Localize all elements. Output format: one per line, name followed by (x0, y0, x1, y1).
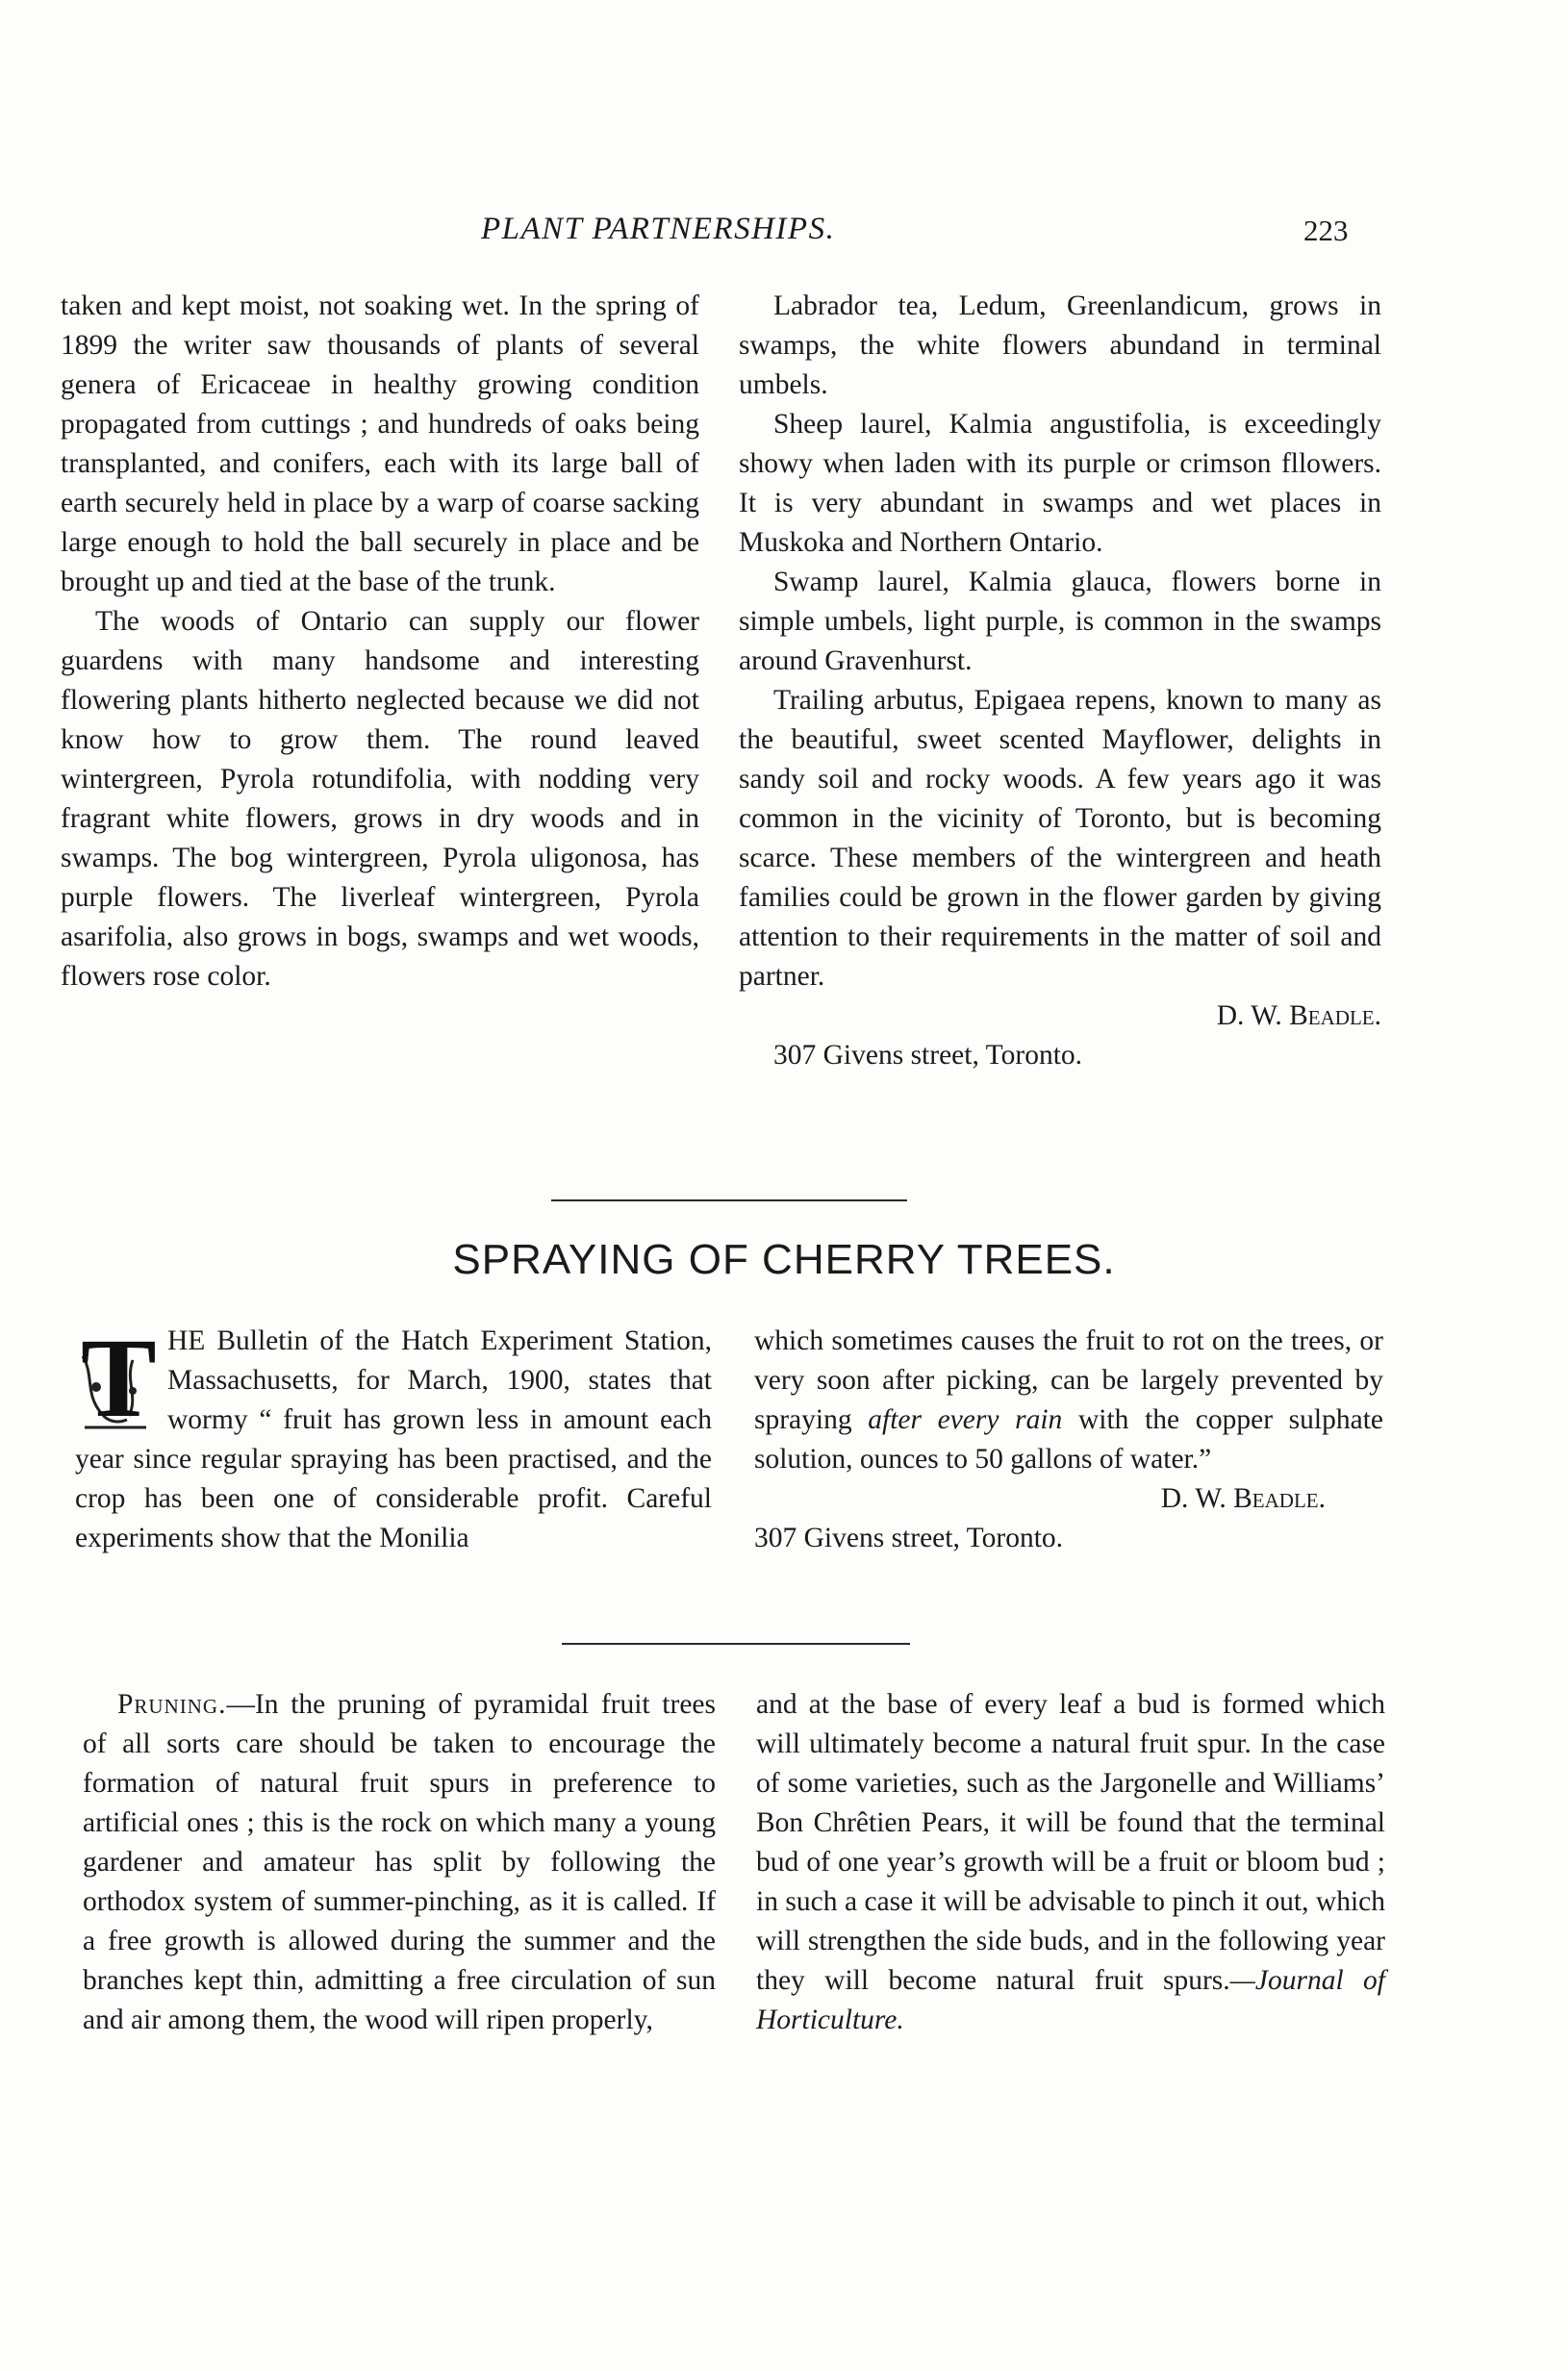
article2-text: which sometimes causes the fruit to rot on the trees, or very soon after picking, can be largely prevented by spraying (754, 1325, 1383, 1435)
article3-paragraph (756, 1685, 1385, 2040)
article3-paragraph (83, 1685, 716, 2040)
ornamental-dropcap (75, 1315, 157, 1441)
article2-signature (754, 1479, 1383, 1519)
article2-paragraph (754, 1322, 1383, 1479)
article1-paragraph: The woods of Ontario can supply our flower guardens with many handsome and interesting flowering plants hitherto neglected because we did not know how to grow them. The round leaved wintergreen, Pyrola rotundifolia, with nodding very fragrant white flowers, grows in dry woods and in swamps. The bog wintergreen, Pyrola uligonosa, has purple flowers. The liverleaf wintergreen, Pyrola asarifolia, also grows in bogs, swamps and wet woods, flowers rose color. (61, 606, 699, 992)
article1-paragraph: Swamp laurel, Kalmia glauca, flowers borne in simple umbels, light purple, is common in the swamps around Gravenhurst. (739, 567, 1381, 676)
section-divider (562, 1643, 910, 1645)
article3-left-column (83, 1685, 716, 2040)
article3-text: and at the base of every leaf a bud is formed which will ultimately become a natural fruit spur. In the case of some varieties, such as the Jargonelle and Williams’ Bon Chrêtien Pears, it will be found that the terminal bud of one year’s growth will be a fruit or bloom bud ; in such a case it will be advisable to pinch it out, which will strengthen the side buds, and in the following year they will become natural fruit spurs. (756, 1689, 1385, 1996)
article3-source: —Journal of Horticulture. (756, 1965, 1385, 2035)
article1-right-column (739, 287, 1381, 1075)
article1-left-column (61, 287, 699, 996)
article2-emphasis: after every rain (868, 1404, 1063, 1435)
article2-address: 307 Givens street, Toronto. (754, 1523, 1064, 1553)
article2-title: SPRAYING OF CHERRY TREES. (452, 1236, 1116, 1283)
article1-paragraph: Sheep laurel, Kalmia angustifolia, is exceedingly showy when laden with its purple or crimson fllowers. It is very abundant in swamps and wet places in Muskoka and Northern Ontario. (739, 409, 1381, 558)
page-number: 223 (1303, 214, 1349, 247)
article2-right-column (754, 1322, 1383, 1558)
article1-paragraph: Trailing arbutus, Epigaea repens, known to many as the beautiful, sweet scented Mayflower, delights in sandy soil and rocky woods. A few years ago it was common in the vicinity of Toronto, but is becoming scarce. These members of the wintergreen and heath families could be grown in the flower garden by giving attention to their requirements in the matter of soil and partner. (739, 685, 1381, 992)
article2-paragraph: HE Bulletin of the Hatch Experiment Station, Massachusetts, for March, 1900, states that wormy “ fruit has grown less in amount each year since regular spraying has been practised, and the crop has been one of considerable profit. Careful experiments show that the Monilia (75, 1325, 712, 1553)
article1-paragraph: taken and kept moist, not soaking wet. In the spring of 1899 the writer saw thousands of plants of several genera of Ericaceae in healthy growing condition propagated from cuttings ; and hundreds of oaks being transplanted, and conifers, each with its large ball of earth securely held in place by a warp of coarse sacking large enough to hold the ball securely in place and be brought up and tied at the base of the trunk. (61, 290, 699, 597)
article2-left-column (75, 1315, 712, 1558)
running-title: PLANT PARTNERSHIPS. (481, 212, 836, 246)
dropcap-letter: T (81, 1315, 157, 1441)
article3-right-column (756, 1685, 1385, 2040)
article1-paragraph: Labrador tea, Ledum, Greenlandicum, grows in swamps, the white flowers abundand in terminal umbels. (739, 290, 1381, 400)
article2-text: with the copper sulphate solution, ounces to 50 gallons of water.” (754, 1404, 1383, 1475)
pruning-lead: Pruning. (117, 1689, 227, 1720)
signature-text: D. W. Beadle. (1216, 1000, 1381, 1031)
article3-text: —In the pruning of pyramidal fruit trees of all sorts care should be taken to encourage the formation of natural fruit spurs in preference to artificial ones ; this is the rock on which many a young gardener and amateur has split by following the orthodox system of summer-pinching, as it is called. If a free growth is allowed during the summer and the branches kept thin, admitting a free circulation of sun and air among them, the wood will ripen properly, (83, 1689, 716, 2035)
signature-text: D. W. Beadle. (1160, 1483, 1326, 1514)
article1-address: 307 Givens street, Toronto. (773, 1040, 1083, 1071)
section-divider (551, 1199, 907, 1201)
running-head (0, 212, 1568, 250)
article1-signature (739, 996, 1381, 1036)
